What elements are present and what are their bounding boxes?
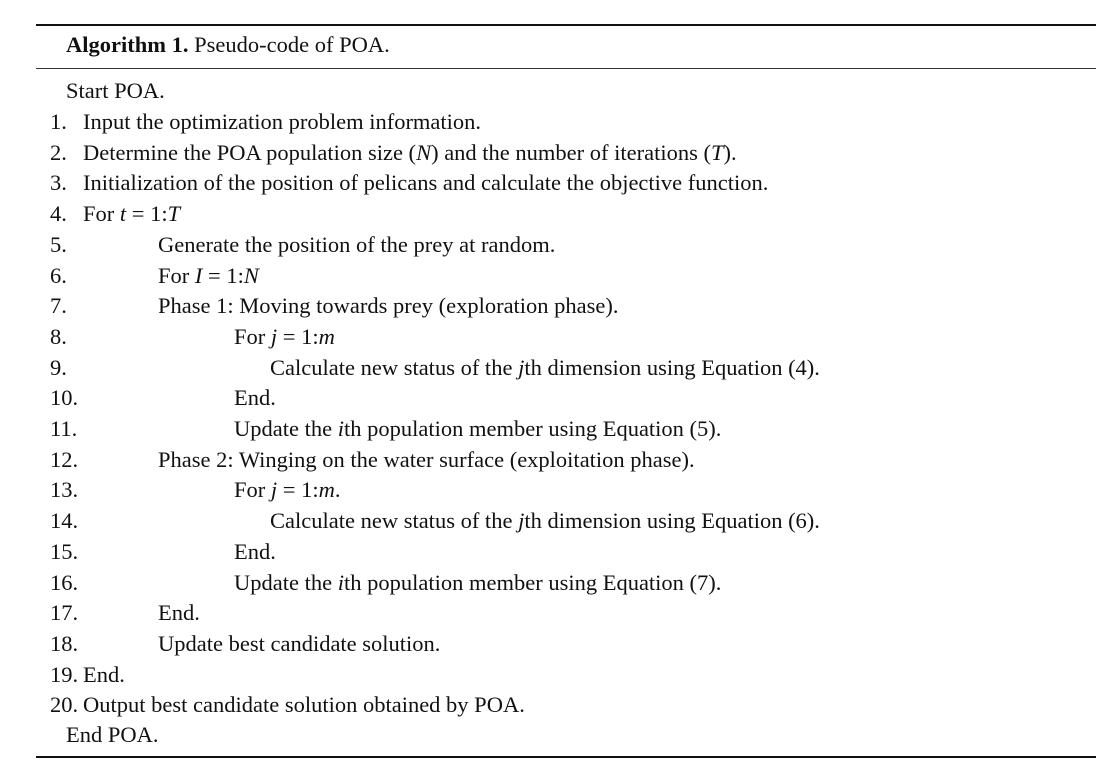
top-rule (36, 24, 1096, 26)
line-text (83, 661, 125, 689)
text-segment: Phase 1: Moving towards prey (exploration phase). (158, 293, 619, 319)
text-segment: = 1: (277, 477, 319, 503)
line-number: 9. (50, 354, 67, 380)
line-number: 14. (50, 508, 79, 534)
start-line: Start POA. (66, 78, 165, 103)
line-text (83, 139, 737, 167)
line-number: 17. (50, 600, 79, 626)
line-text (158, 446, 695, 474)
math-variable: I (194, 262, 203, 288)
line-text (83, 169, 768, 197)
line-text (270, 354, 820, 382)
text-segment: Output best candidate solution obtained by POA. (83, 692, 525, 718)
line-number: 2. (50, 139, 67, 165)
text-segment: End. (234, 385, 276, 411)
text-segment: Update the (234, 416, 338, 441)
line-text (158, 262, 259, 290)
line-number: 5. (50, 231, 67, 257)
algorithm-caption (66, 32, 390, 58)
text-segment: ) and the number of iterations ( (431, 139, 711, 165)
line-number: 1. (50, 109, 67, 134)
text-segment: Determine the POA population size ( (83, 139, 417, 165)
math-variable: T (711, 139, 724, 165)
line-number: 4. (50, 201, 67, 227)
end-line: End POA. (66, 722, 159, 747)
text-segment: Calculate new status of the (270, 508, 519, 534)
bottom-rule (36, 756, 1096, 758)
math-variable: i (337, 416, 344, 441)
line-text (234, 569, 721, 597)
text-segment: . (334, 477, 341, 503)
text-segment: th population member using Equation (5). (343, 416, 722, 441)
line-number: 7. (50, 293, 67, 319)
caption-title: Pseudo-code of POA. (188, 32, 390, 57)
line-text (234, 384, 276, 412)
text-segment: For (234, 477, 271, 503)
line-text (83, 108, 481, 136)
math-variable: t (119, 201, 127, 227)
math-variable: N (243, 262, 259, 288)
text-segment: Initialization of the position of pelicans and calculate the objective function. (83, 170, 769, 196)
caption-label: Algorithm 1. (66, 32, 189, 57)
line-number: 3. (50, 170, 67, 196)
line-text (234, 415, 721, 443)
line-text (83, 200, 180, 228)
line-number: 18. (50, 630, 79, 656)
math-variable: j (270, 323, 278, 349)
math-variable: T (167, 201, 181, 227)
line-number: 8. (50, 323, 67, 349)
math-variable: m (318, 323, 335, 349)
math-variable: j (518, 508, 525, 534)
text-segment: ). (723, 139, 737, 165)
math-variable: m (318, 477, 335, 503)
line-text (234, 476, 340, 504)
math-variable: j (518, 354, 525, 380)
line-text (158, 231, 555, 259)
text-segment: Phase 2: Winging on the water surface (exploitation phase). (158, 446, 695, 472)
text-segment: th dimension using Equation (6). (524, 508, 820, 534)
text-segment: th population member using Equation (7). (343, 569, 722, 595)
text-segment: For (158, 262, 195, 288)
text-segment: th dimension using Equation (4). (524, 354, 820, 380)
text-segment: Update the (234, 569, 338, 595)
text-segment: Generate the position of the prey at random. (158, 231, 556, 257)
text-segment: End. (158, 600, 200, 626)
line-text (270, 507, 820, 535)
math-variable: i (337, 569, 344, 595)
line-text (158, 292, 619, 320)
text-segment: Input the optimization problem information. (83, 109, 482, 134)
text-segment: End. (83, 661, 125, 687)
text-segment: For (83, 201, 120, 227)
text-segment: Update best candidate solution. (158, 630, 441, 656)
line-number: 20. (50, 692, 79, 718)
text-segment: = 1: (277, 323, 319, 349)
line-text (234, 323, 335, 351)
line-number: 13. (50, 477, 79, 503)
caption-rule (36, 68, 1096, 69)
line-number: 16. (50, 569, 79, 595)
line-number: 12. (50, 446, 79, 472)
text-segment: End. (234, 538, 276, 564)
line-number: 15. (50, 538, 79, 564)
line-text (158, 630, 440, 658)
line-number: 6. (50, 262, 67, 288)
text-segment: = 1: (126, 201, 168, 227)
text-segment: Calculate new status of the (270, 354, 519, 380)
line-number: 10. (50, 385, 79, 411)
math-variable: N (416, 139, 432, 165)
math-variable: j (270, 477, 278, 503)
line-number: 19. (50, 661, 79, 687)
line-text (158, 599, 200, 627)
line-number: 11. (50, 416, 78, 441)
line-text (234, 538, 276, 566)
text-segment: = 1: (202, 262, 244, 288)
text-segment: For (234, 323, 271, 349)
line-text (83, 691, 525, 719)
